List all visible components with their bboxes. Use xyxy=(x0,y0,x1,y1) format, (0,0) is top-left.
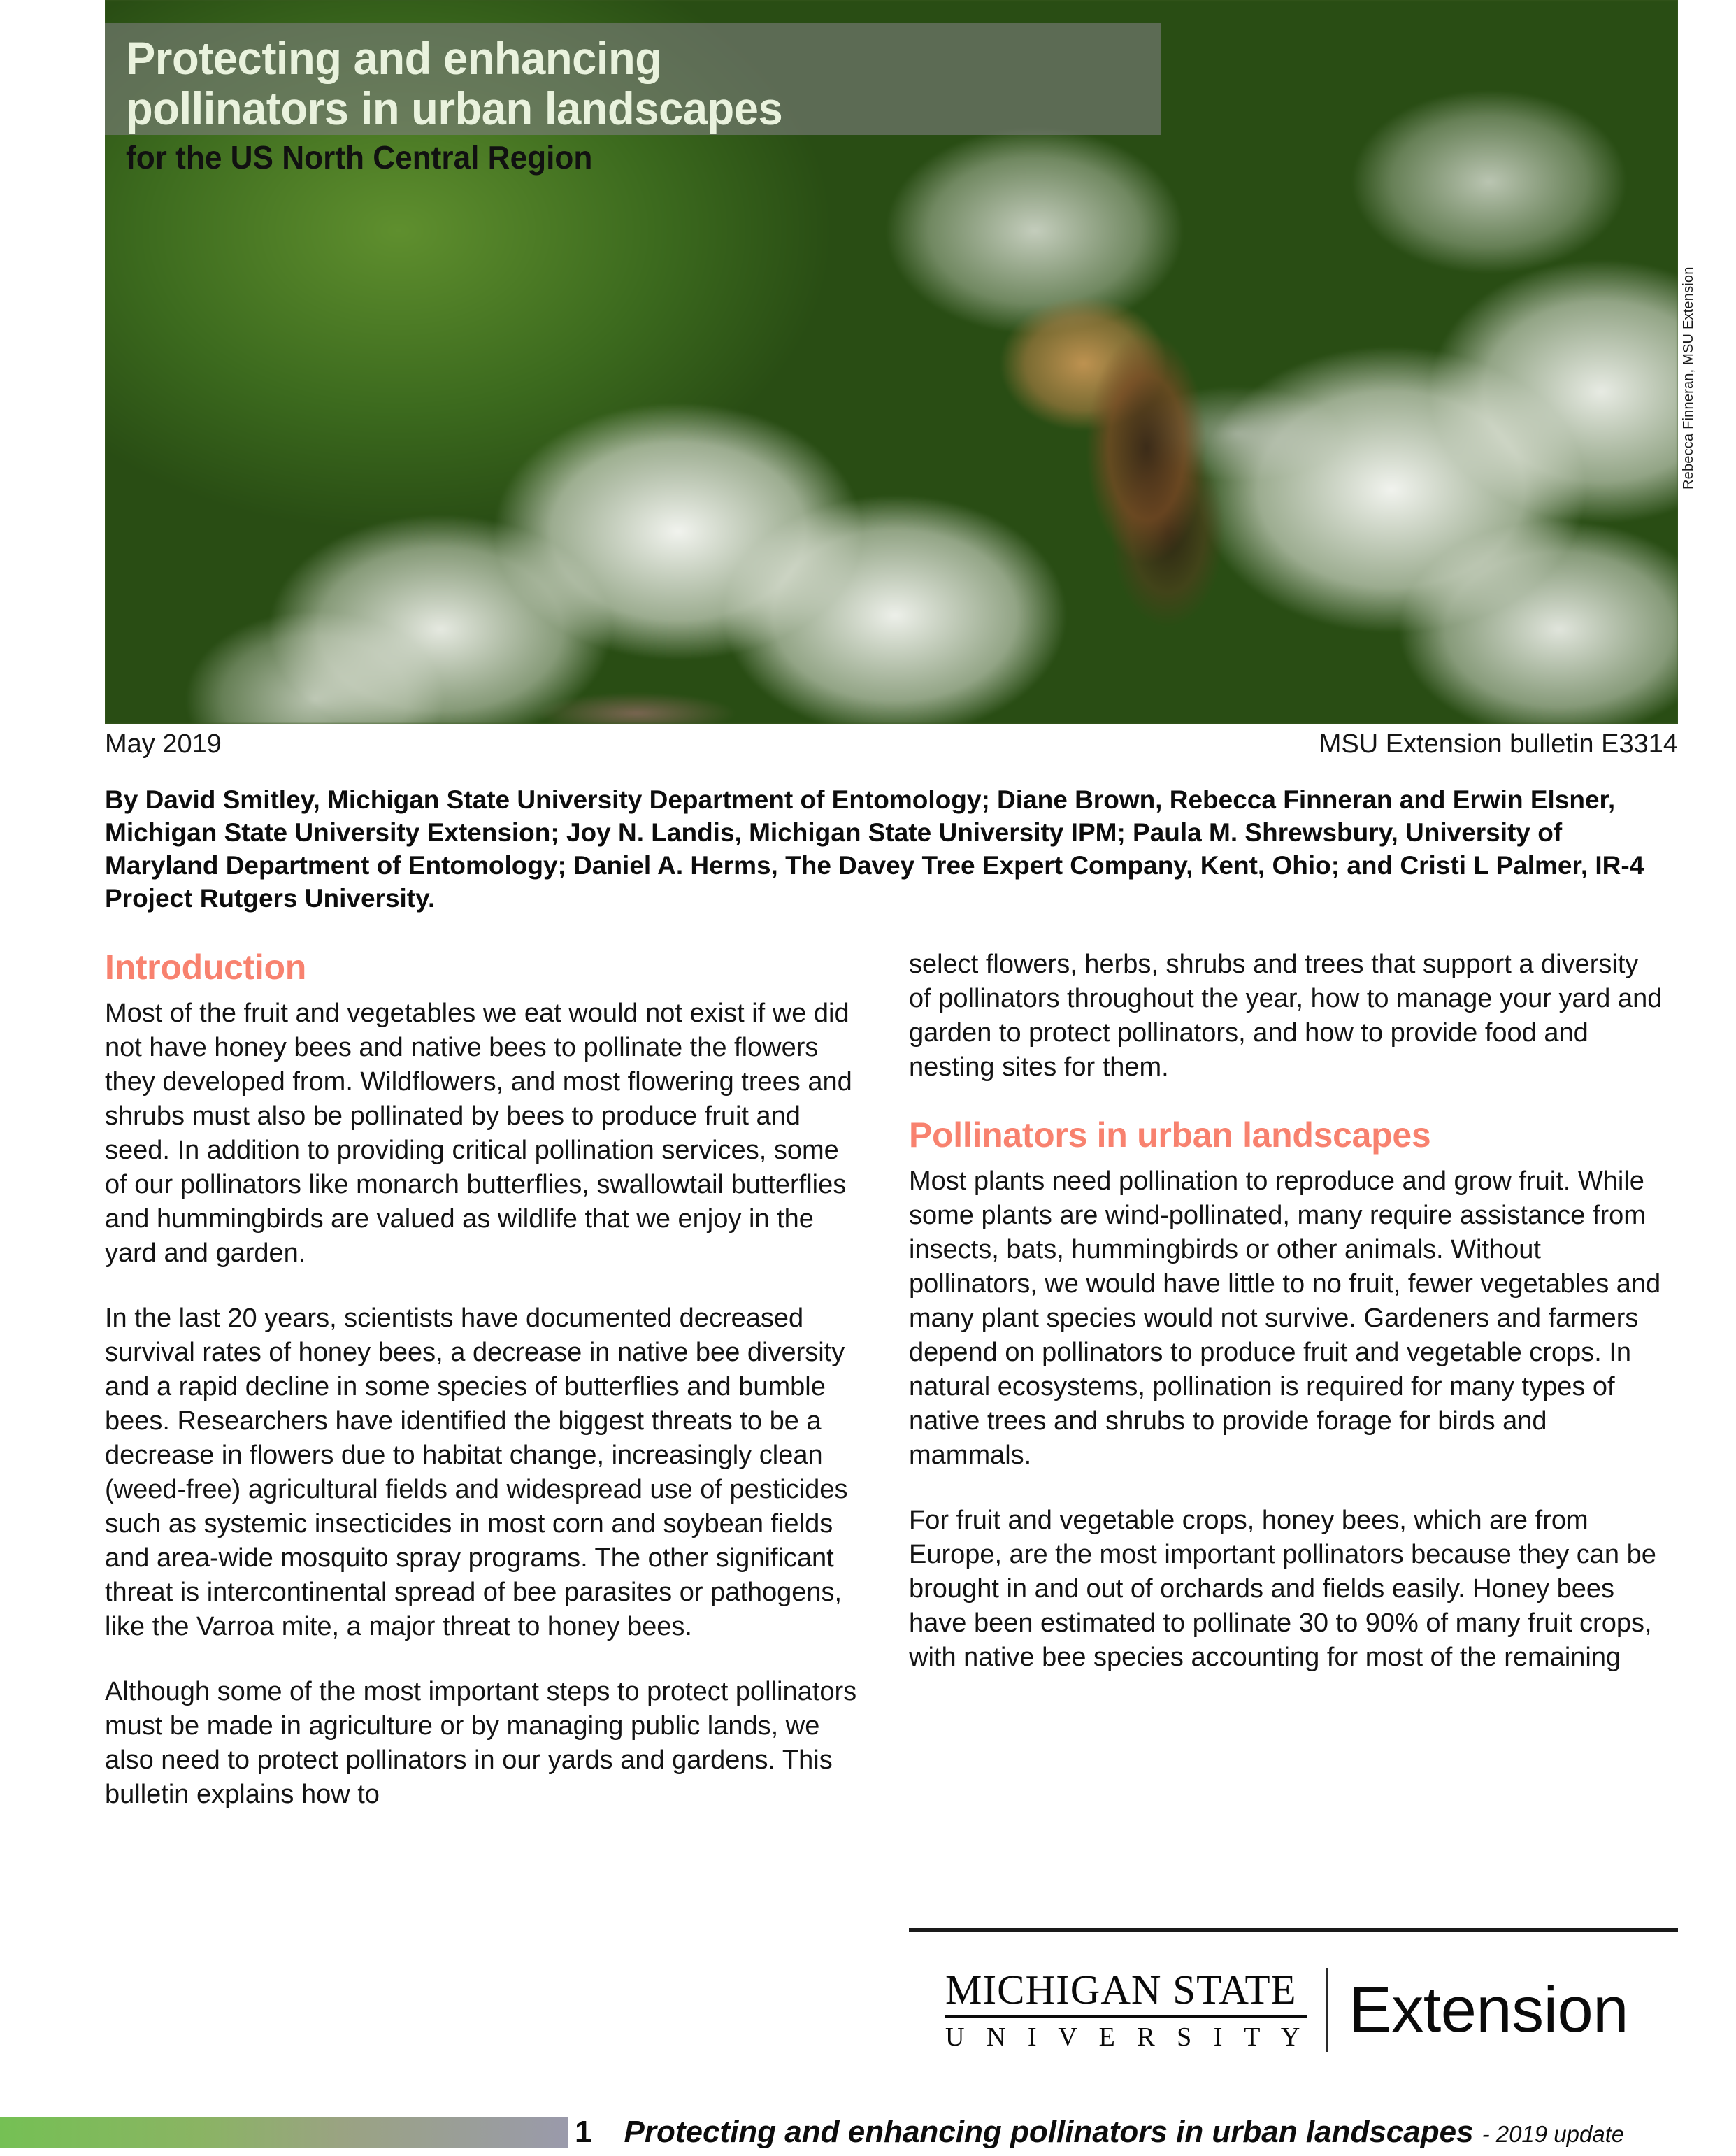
intro-paragraph-3: Although some of the most important steps to protect pollinators must be made in agriculture or by managing public lands, we also need to protect pollinators in our yards and gardens. This bulletin explains how to xyxy=(105,1677,857,1809)
footer-document-title: Protecting and enhancing pollinators in urban landscapes xyxy=(624,2115,1474,2149)
left-text-column xyxy=(105,948,860,1812)
intro-paragraph-2: In the last 20 years, scientists have documented decreased survival rates of honey bees, a decrease in native bee diversity and a rapid decline in some species of butterflies and bumble bees. Researchers have identified the biggest threats to be a decrease in flowers due to habitat change, increasingly clean (weed-free) agricultural fields and widespread use of pesticides such as systemic insecticides in most corn and soybean fields and area-wide mosquito spray programs. The other significant threat is intercontinental spread of bee parasites or pathogens, like the Varroa mite, a major threat to honey bees. xyxy=(105,1304,848,1641)
hero-banner xyxy=(105,0,1678,724)
msu-extension-logo-block xyxy=(909,1928,1678,2052)
hero-title-line-2: pollinators in urban landscapes xyxy=(126,83,783,134)
bulletin-number: MSU Extension bulletin E3314 xyxy=(1319,729,1678,759)
publication-date: May 2019 xyxy=(105,729,222,759)
author-byline: By David Smitley, Michigan State University Department of Entomology; Diane Brown, Rebecca Finneran and Erwin Elsner, Michigan State University Extension; Joy N. Landis, Michigan State University IPM; Paula M. Shrewsbury, University of Maryland Department of Entomology; Daniel A. Herms, The Davey Tree Expert Company, Kent, Ohio; and Cristi L Palmer, IR-4 Project Rutgers University. xyxy=(105,785,1644,913)
footer xyxy=(575,2115,1624,2150)
michigan-state-university-wordmark xyxy=(945,1968,1326,2052)
logo-michigan-state-text: MICHIGAN STATE xyxy=(945,1966,1297,2013)
hero-title-overlay xyxy=(105,23,1161,176)
msu-extension-logo xyxy=(909,1968,1678,2052)
section-heading-pollinators-in-urban-landscapes: Pollinators in urban landscapes xyxy=(909,1115,1431,1155)
logo-wordmark-rule xyxy=(945,2015,1307,2018)
footer-gradient-bar xyxy=(0,2117,568,2148)
intro-paragraph-1: Most of the fruit and vegetables we eat would not exist if we did not have honey bees and native bees to pollinate the flowers they developed from. Wildflowers, and most flowering trees and shrubs must also be pollinated by bees to produce fruit and seed. In addition to providing critical pollination services, some of our pollinators like monarch butterflies, swallowtail butterflies and hummingbirds are valued as wildlife that we enjoy in the yard and garden. xyxy=(105,999,852,1268)
footer-update-label: - 2019 update xyxy=(1482,2121,1625,2147)
logo-divider-rule xyxy=(909,1928,1678,1932)
section-heading-introduction: Introduction xyxy=(105,948,307,987)
page-number: 1 xyxy=(575,2115,592,2149)
logo-extension-text: Extension xyxy=(1349,1974,1628,2046)
hero-title-line-1: Protecting and enhancing xyxy=(126,32,662,84)
intro-paragraph-3-continued: select flowers, herbs, shrubs and trees that support a diversity of pollinators throughout the year, how to manage your yard and garden to protect pollinators, and how to provide food and nesting sites for them. xyxy=(909,950,1663,1082)
pollinators-paragraph-2: For fruit and vegetable crops, honey bees, which are from Europe, are the most important pollinators because they can be brought in and out of orchards and fields easily. Honey bees have been estimated to pollinate 30 to 90% of many fruit crops, with native bee species accounting for most of the remaining xyxy=(909,1506,1656,1672)
photo-credit: Rebecca Finneran, MSU Extension xyxy=(1681,266,1696,490)
right-text-column xyxy=(909,948,1664,1675)
logo-university-text: U N I V E R S I T Y xyxy=(945,2022,1308,2052)
pollinators-paragraph-1: Most plants need pollination to reproduce and grow fruit. While some plants are wind-pollinated, many require assistance from insects, bats, hummingbirds or other animals. Without pollinators, we would have little to no fruit, fewer vegetables and many plant species would not survive. Gardeners and farmers depend on pollinators to produce fruit and vegetable crops. In natural ecosystems, pollination is required for many types of native trees and shrubs to provide forage for birds and mammals. xyxy=(909,1166,1661,1470)
logo-vertical-divider xyxy=(1326,1968,1328,2052)
publication-meta-row xyxy=(105,729,1678,759)
hero-subtitle: for the US North Central Region xyxy=(126,139,593,176)
